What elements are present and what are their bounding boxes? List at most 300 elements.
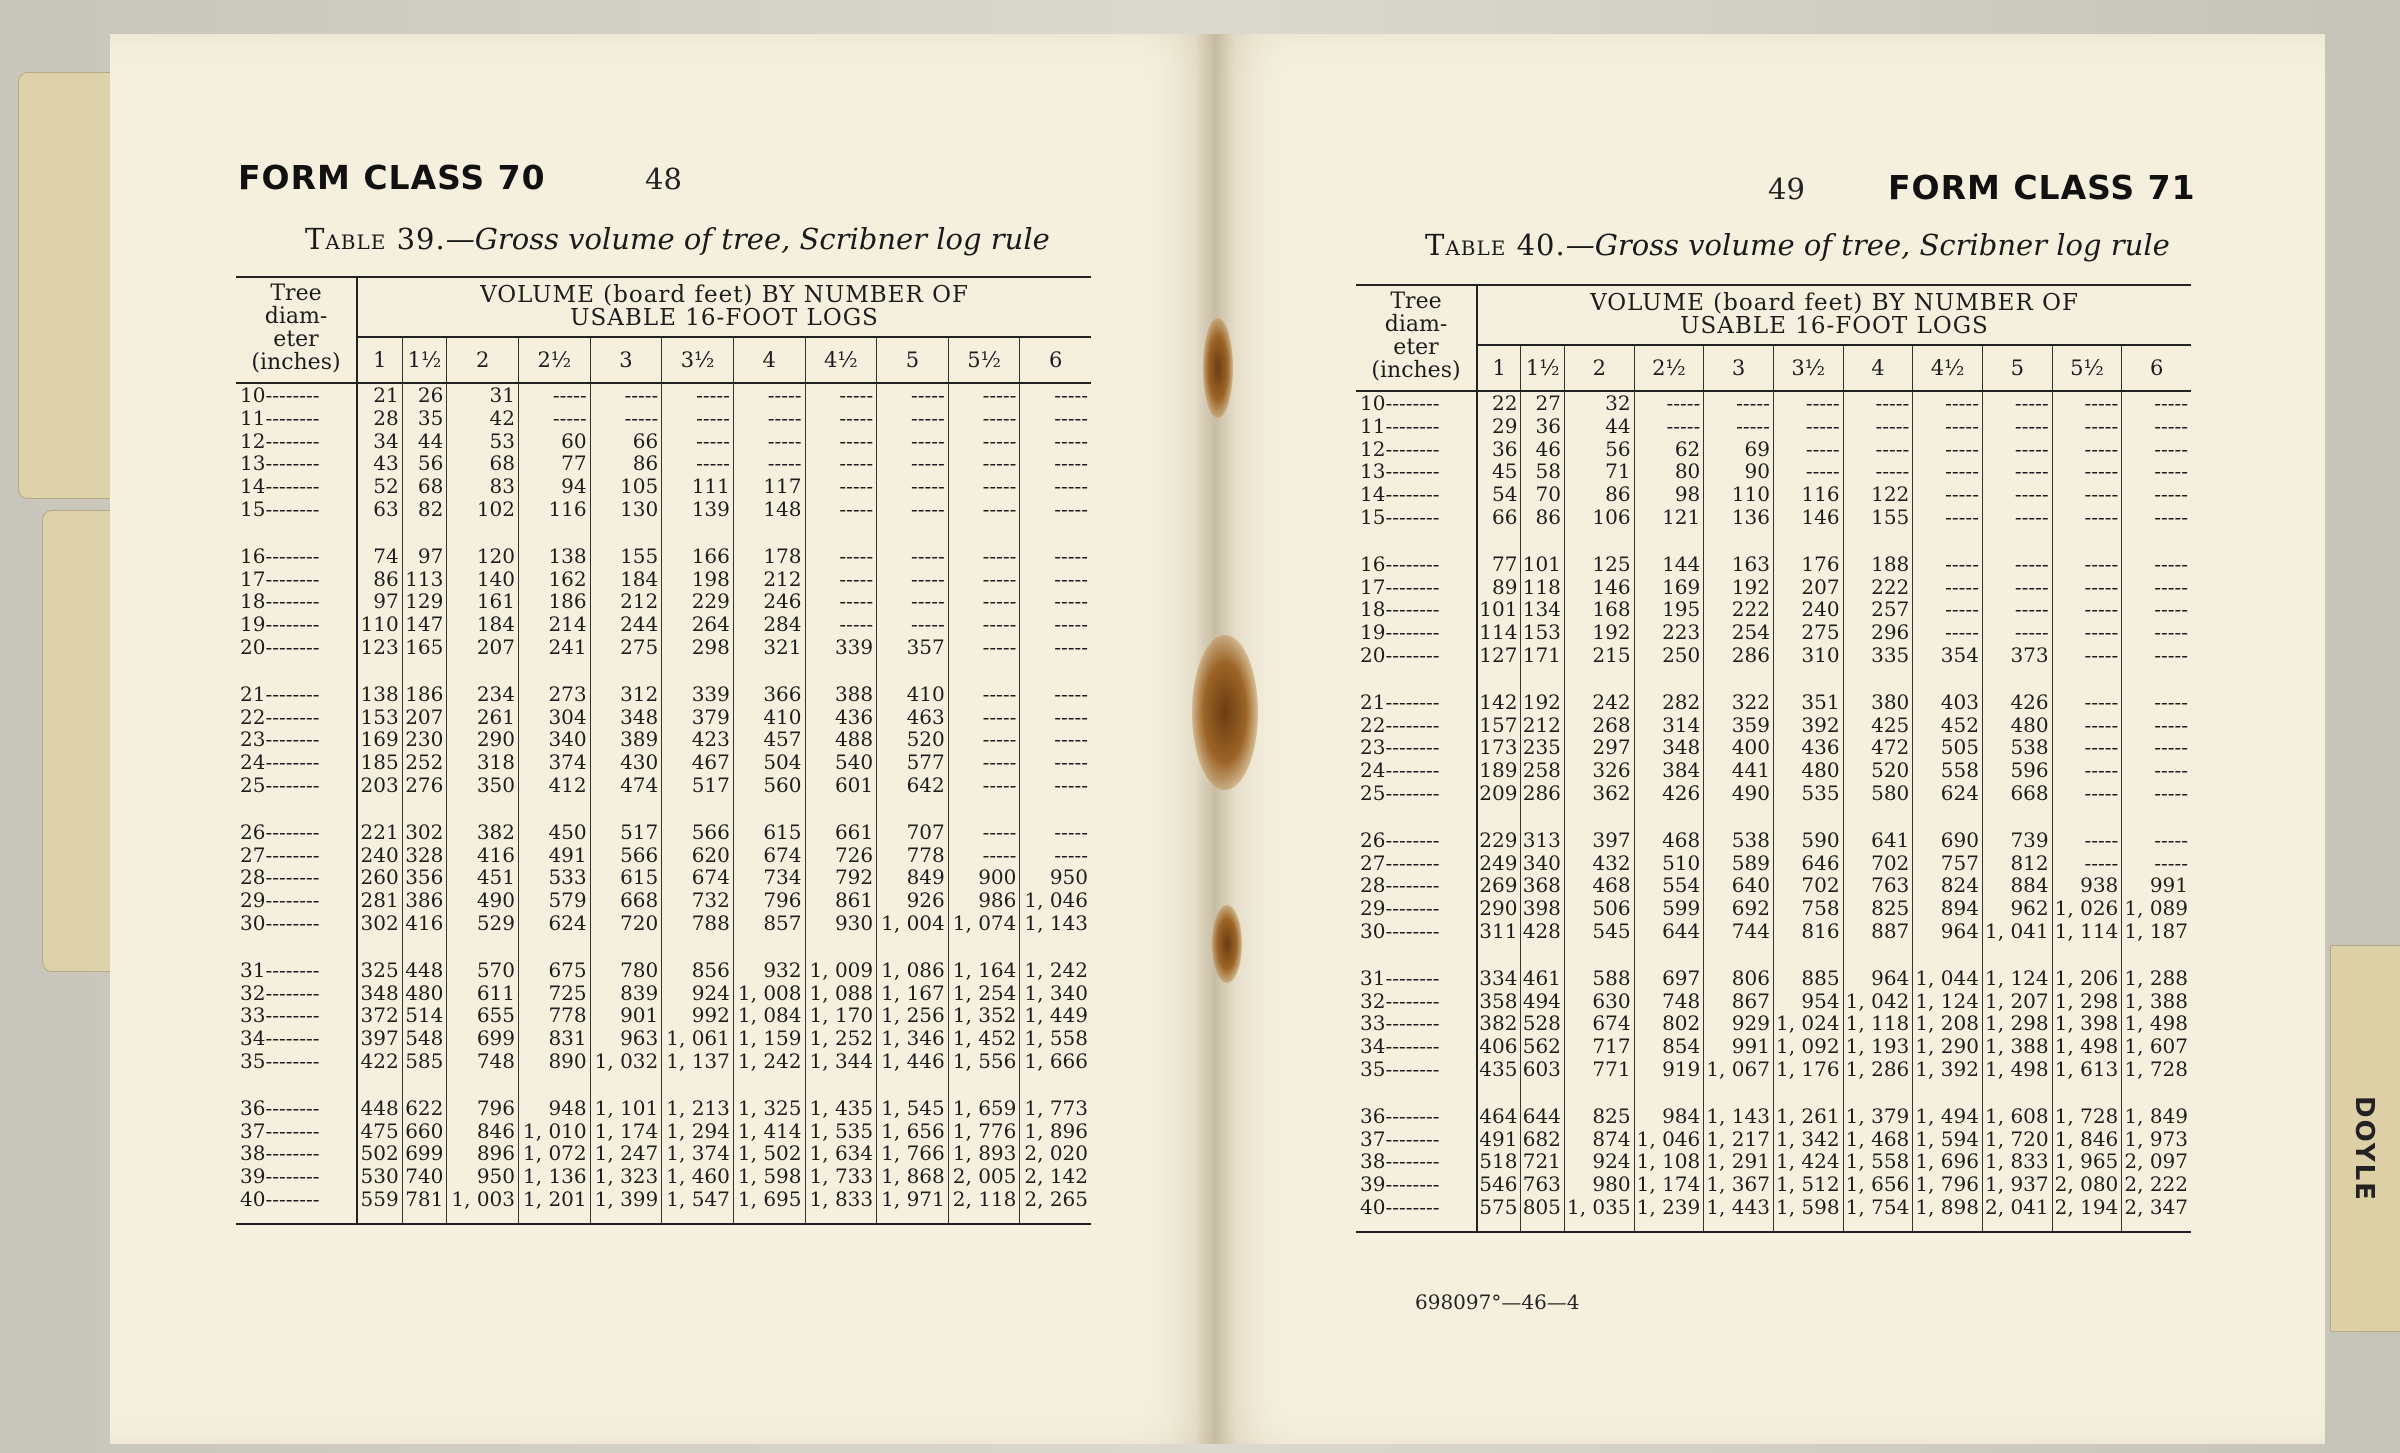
diameter-cell: 16-------- — [1356, 553, 1477, 576]
volume-cell: 1, 659 — [948, 1097, 1020, 1120]
diameter-cell: 28-------- — [236, 866, 357, 889]
volume-cell: 403 — [1913, 691, 1983, 714]
diameter-cell: 22-------- — [1356, 714, 1477, 737]
volume-cell: ----- — [2052, 782, 2122, 805]
volume-cell: 1, 594 — [1913, 1128, 1983, 1151]
volume-cell: 1, 898 — [1913, 1196, 1983, 1219]
volume-cell: 118 — [1521, 576, 1564, 599]
volume-cell: ----- — [2052, 598, 2122, 621]
volume-cell: 268 — [1564, 714, 1634, 737]
volume-cell: 125 — [1564, 553, 1634, 576]
volume-cell: 312 — [590, 683, 662, 706]
volume-cell: 144 — [1634, 553, 1704, 576]
volume-cell: 1, 086 — [877, 959, 949, 982]
volume-header-line: USABLE 16-FOOT LOGS — [570, 305, 879, 331]
volume-cell: 491 — [1479, 1126, 1518, 1151]
volume-cell: 856 — [662, 959, 734, 982]
table-row — [1356, 852, 2191, 875]
spacer-cell — [662, 1073, 734, 1097]
volume-cell: ----- — [948, 683, 1020, 706]
bottom-rule-cell — [236, 1211, 357, 1224]
spacer-cell — [1020, 659, 1091, 683]
volume-cell: 222 — [1843, 576, 1913, 599]
spacer-cell — [1564, 667, 1634, 691]
volume-cell: 356 — [402, 866, 447, 889]
volume-cell: ----- — [948, 452, 1020, 475]
volume-cell: 642 — [877, 774, 949, 797]
volume-cell: ----- — [948, 636, 1020, 659]
volume-cell: 615 — [590, 866, 662, 889]
volume-cell: 1, 398 — [2052, 1012, 2122, 1035]
spacer-cell — [2122, 667, 2191, 691]
bottom-rule-cell — [1982, 1219, 2052, 1232]
column-header: 2½ — [519, 337, 591, 383]
volume-cell: 517 — [590, 821, 662, 844]
volume-cell: 186 — [402, 683, 447, 706]
volume-cell: ----- — [2052, 691, 2122, 714]
group-spacer — [236, 935, 1091, 959]
volume-cell: 423 — [662, 728, 734, 751]
diameter-cell: 12-------- — [236, 430, 357, 453]
column-header: 5½ — [948, 337, 1020, 383]
table-row — [236, 1097, 1091, 1120]
volume-cell: 90 — [1704, 460, 1774, 483]
volume-cell: 748 — [1634, 990, 1704, 1013]
volume-cell: 1, 325 — [733, 1097, 805, 1120]
bottom-rule-cell — [2122, 1219, 2191, 1232]
volume-cell: 1, 067 — [1704, 1058, 1774, 1081]
diameter-cell: 31-------- — [236, 959, 357, 982]
volume-cell: 1, 298 — [1982, 1012, 2052, 1035]
bottom-rule-cell — [1477, 1219, 1521, 1232]
volume-cell: 1, 207 — [1982, 990, 2052, 1013]
group-spacer — [1356, 1081, 2191, 1105]
spacer-cell — [1477, 529, 1521, 553]
volume-cell: ----- — [2052, 460, 2122, 483]
volume-cell: 229 — [1479, 827, 1518, 852]
volume-cell: 184 — [447, 613, 519, 636]
volume-cell: ----- — [948, 545, 1020, 568]
table-row — [236, 590, 1091, 613]
volume-cell: 21 — [373, 383, 399, 407]
index-tab-upper[interactable] — [18, 72, 112, 499]
volume-cell: 1, 728 — [2122, 1058, 2191, 1081]
volume-cell: ----- — [2122, 691, 2191, 714]
volume-cell: 1, 937 — [1982, 1173, 2052, 1196]
diameter-cell: 23-------- — [1356, 736, 1477, 759]
volume-cell: 740 — [402, 1165, 447, 1188]
spacer-cell — [1704, 667, 1774, 691]
table-row — [1356, 691, 2191, 714]
volume-cell: 77 — [1492, 551, 1518, 576]
volume-cell: 615 — [733, 821, 805, 844]
bottom-rule-cell — [1773, 1219, 1843, 1232]
volume-cell: 1, 136 — [519, 1165, 591, 1188]
spacer-cell — [1634, 943, 1704, 967]
volume-cell: ----- — [1982, 391, 2052, 415]
volume-cell: 885 — [1773, 967, 1843, 990]
volume-cell: ----- — [877, 568, 949, 591]
diameter-cell: 13-------- — [1356, 460, 1477, 483]
left-table-title: —Gross volume of tree, Scribner log rule — [445, 222, 1050, 256]
diameter-cell: 39-------- — [236, 1165, 357, 1188]
volume-cell: ----- — [1020, 636, 1091, 659]
volume-cell: 134 — [1521, 598, 1564, 621]
bottom-rule-cell — [1020, 1211, 1091, 1224]
volume-header-line: VOLUME (board feet) BY NUMBER OF — [480, 282, 969, 308]
volume-cell: 392 — [1773, 714, 1843, 737]
volume-cell: 66 — [590, 430, 662, 453]
volume-cell: ----- — [2052, 621, 2122, 644]
volume-cell: 56 — [402, 452, 447, 475]
volume-cell: 186 — [519, 590, 591, 613]
diameter-cell: 31-------- — [1356, 967, 1477, 990]
volume-cell: 209 — [1479, 780, 1518, 805]
volume-cell: ----- — [948, 498, 1020, 521]
volume-cell: 699 — [402, 1142, 447, 1165]
volume-cell: 986 — [948, 889, 1020, 912]
volume-cell: 328 — [402, 844, 447, 867]
volume-cell: 246 — [733, 590, 805, 613]
volume-cell: 214 — [519, 613, 591, 636]
spacer-cell — [1521, 1081, 1564, 1105]
volume-header-line: VOLUME (board feet) BY NUMBER OF — [1590, 290, 2079, 316]
table-row — [1356, 1035, 2191, 1058]
table-row — [236, 498, 1091, 521]
volume-cell: 354 — [1913, 644, 1983, 667]
volume-cell: 924 — [1564, 1150, 1634, 1173]
tree-diameter-header — [236, 277, 357, 383]
spacer-cell — [357, 521, 402, 545]
stain-top — [1203, 318, 1233, 418]
spacer-cell — [2122, 1081, 2191, 1105]
spacer-cell — [1773, 1081, 1843, 1105]
volume-cell: 1, 392 — [1913, 1058, 1983, 1081]
volume-cell: 640 — [1704, 874, 1774, 897]
volume-cell: 163 — [1704, 553, 1774, 576]
volume-cell: ----- — [948, 844, 1020, 867]
volume-cell: 1, 796 — [1913, 1173, 1983, 1196]
volume-cell: 1, 535 — [805, 1120, 877, 1143]
spacer-cell — [1521, 529, 1564, 553]
table-row — [236, 774, 1091, 797]
volume-cell: 212 — [733, 568, 805, 591]
spacer-cell — [1982, 943, 2052, 967]
volume-cell: 121 — [1634, 506, 1704, 529]
spacer-cell — [1521, 805, 1564, 829]
table-row — [1356, 874, 2191, 897]
volume-cell: ----- — [2122, 598, 2191, 621]
volume-cell: 155 — [590, 545, 662, 568]
volume-cell: ----- — [2052, 644, 2122, 667]
diameter-cell: 22-------- — [236, 706, 357, 729]
volume-cell: 428 — [1521, 920, 1564, 943]
spacer-cell — [1564, 1081, 1634, 1105]
volume-cell: ----- — [877, 383, 949, 407]
volume-cell: 1, 042 — [1843, 990, 1913, 1013]
volume-cell: ----- — [1913, 483, 1983, 506]
table-row — [236, 430, 1091, 453]
column-header: 1 — [357, 337, 402, 383]
table-row — [236, 1120, 1091, 1143]
spacer-cell — [1477, 667, 1521, 691]
volume-cell: 725 — [519, 982, 591, 1005]
volume-cell: ----- — [1913, 621, 1983, 644]
diameter-cell: 15-------- — [1356, 506, 1477, 529]
volume-cell: 130 — [590, 498, 662, 521]
volume-cell: ----- — [948, 613, 1020, 636]
volume-cell: 185 — [360, 750, 399, 775]
volume-cell: 1, 088 — [805, 982, 877, 1005]
volume-cell: 1, 556 — [948, 1050, 1020, 1073]
volume-cell: 1, 092 — [1773, 1035, 1843, 1058]
group-spacer — [236, 521, 1091, 545]
volume-cell: 223 — [1634, 621, 1704, 644]
volume-cell: 68 — [402, 475, 447, 498]
volume-cell: 624 — [1913, 782, 1983, 805]
volume-cell: 468 — [1564, 874, 1634, 897]
volume-cell: 1, 558 — [1843, 1150, 1913, 1173]
volume-cell: 802 — [1634, 1012, 1704, 1035]
volume-cell: 348 — [1634, 736, 1704, 759]
tree-diameter-header — [1356, 285, 1477, 391]
diameter-cell: 18-------- — [1356, 598, 1477, 621]
volume-cell: 566 — [590, 844, 662, 867]
volume-cell: ----- — [1020, 498, 1091, 521]
diameter-cell: 38-------- — [236, 1142, 357, 1165]
diameter-cell: 32-------- — [236, 982, 357, 1005]
volume-cell: 382 — [1479, 1011, 1518, 1036]
volume-cell: 173 — [1479, 735, 1518, 760]
spacer-cell — [402, 797, 447, 821]
volume-cell: 198 — [662, 568, 734, 591]
spacer-cell — [519, 659, 591, 683]
volume-cell: 165 — [402, 636, 447, 659]
bottom-rule-cell — [447, 1211, 519, 1224]
volume-cell: ----- — [1982, 483, 2052, 506]
volume-cell: 412 — [519, 774, 591, 797]
volume-cell: ----- — [733, 407, 805, 430]
spacer-cell — [1477, 943, 1521, 967]
table-row — [236, 613, 1091, 636]
spacer-cell — [1634, 667, 1704, 691]
volume-cell: 726 — [805, 844, 877, 867]
tree-header-line: Tree — [270, 281, 322, 306]
volume-cell: 83 — [447, 475, 519, 498]
volume-cell: 546 — [1479, 1172, 1518, 1197]
volume-cell: 46 — [1521, 438, 1564, 461]
volume-cell: ----- — [733, 383, 805, 407]
volume-cell: ----- — [805, 545, 877, 568]
spacer-cell — [1773, 943, 1843, 967]
table-row — [236, 407, 1091, 430]
volume-cell: 1, 468 — [1843, 1128, 1913, 1151]
column-header: 4 — [1843, 345, 1913, 391]
volume-cell: 188 — [1843, 553, 1913, 576]
spacer-cell — [2122, 943, 2191, 967]
table-row — [236, 683, 1091, 706]
volume-cell: 1, 502 — [733, 1142, 805, 1165]
volume-cell: 117 — [733, 475, 805, 498]
volume-cell: 538 — [1982, 736, 2052, 759]
left-page-number: 48 — [645, 162, 682, 196]
volume-cell: 304 — [519, 706, 591, 729]
group-spacer — [1356, 667, 2191, 691]
volume-cell: 1, 656 — [877, 1120, 949, 1143]
volume-cell: 474 — [590, 774, 662, 797]
volume-cell: 2, 020 — [1020, 1142, 1091, 1165]
volume-cell: 1, 254 — [948, 982, 1020, 1005]
volume-cell: 788 — [662, 912, 734, 935]
volume-cell: ----- — [662, 430, 734, 453]
volume-cell: ----- — [2122, 553, 2191, 576]
volume-cell: 359 — [1704, 714, 1774, 737]
bottom-rule-cell — [1521, 1219, 1564, 1232]
volume-cell: 322 — [1704, 691, 1774, 714]
volume-cell: 816 — [1773, 920, 1843, 943]
volume-cell: 425 — [1843, 714, 1913, 737]
volume-cell: 138 — [360, 681, 399, 706]
volume-cell: 432 — [1564, 852, 1634, 875]
volume-cell: ----- — [2122, 621, 2191, 644]
volume-cell: 176 — [1773, 553, 1843, 576]
volume-cell: 31 — [447, 383, 519, 407]
diameter-cell: 40-------- — [1356, 1196, 1477, 1219]
volume-cell: 146 — [1564, 576, 1634, 599]
diameter-cell: 20-------- — [236, 636, 357, 659]
spacer-cell — [1843, 667, 1913, 691]
volume-cell: 178 — [733, 545, 805, 568]
diameter-cell: 29-------- — [1356, 897, 1477, 920]
volume-cell: 1, 346 — [877, 1027, 949, 1050]
volume-cell: ----- — [1020, 706, 1091, 729]
volume-cell: 577 — [877, 751, 949, 774]
index-tab-doyle[interactable] — [2330, 945, 2400, 1332]
table-row — [1356, 576, 2191, 599]
table-row — [1356, 736, 2191, 759]
table-row — [1356, 782, 2191, 805]
volume-cell: 426 — [1982, 691, 2052, 714]
volume-cell: 488 — [805, 728, 877, 751]
volume-cell: ----- — [2052, 506, 2122, 529]
volume-cell: 240 — [1773, 598, 1843, 621]
spacer-cell — [357, 797, 402, 821]
diameter-cell: 26-------- — [236, 821, 357, 844]
table-row — [1356, 920, 2191, 943]
bottom-rule-cell — [877, 1211, 949, 1224]
volume-cell: ----- — [2122, 852, 2191, 875]
volume-cell: 562 — [1521, 1035, 1564, 1058]
volume-cell: 517 — [662, 774, 734, 797]
volume-cell: 273 — [519, 683, 591, 706]
column-header: 3½ — [1773, 345, 1843, 391]
volume-cell: 2, 222 — [2122, 1173, 2191, 1196]
volume-cell: 948 — [519, 1097, 591, 1120]
volume-cell: 397 — [360, 1026, 399, 1051]
spacer-cell — [1020, 935, 1091, 959]
volume-cell: 290 — [447, 728, 519, 751]
table-row — [236, 568, 1091, 591]
diameter-cell: 25-------- — [1356, 782, 1477, 805]
column-header: 3 — [1704, 345, 1774, 391]
volume-cell: ----- — [877, 545, 949, 568]
spacer-cell — [662, 797, 734, 821]
diameter-cell: 33-------- — [1356, 1012, 1477, 1035]
spacer-cell — [2052, 943, 2122, 967]
spacer-cell — [1564, 805, 1634, 829]
volume-cell: 644 — [1521, 1105, 1564, 1128]
volume-cell: 861 — [805, 889, 877, 912]
spacer-cell — [1773, 667, 1843, 691]
volume-cell: 275 — [590, 636, 662, 659]
volume-cell: 2, 041 — [1982, 1196, 2052, 1219]
volume-cell: 384 — [1634, 759, 1704, 782]
volume-cell: 1, 193 — [1843, 1035, 1913, 1058]
volume-cell: 1, 208 — [1913, 1012, 1983, 1035]
spacer-cell — [2122, 805, 2191, 829]
volume-cell: 215 — [1564, 644, 1634, 667]
volume-cell: 839 — [590, 982, 662, 1005]
bottom-rule-cell — [948, 1211, 1020, 1224]
spacer-cell — [733, 521, 805, 545]
volume-cell: 463 — [877, 706, 949, 729]
spacer-cell — [948, 659, 1020, 683]
volume-cell: 400 — [1704, 736, 1774, 759]
volume-cell: 579 — [519, 889, 591, 912]
volume-cell: ----- — [1843, 391, 1913, 415]
volume-cell: 570 — [447, 959, 519, 982]
diameter-cell: 36-------- — [236, 1097, 357, 1120]
spacer-cell — [1773, 805, 1843, 829]
volume-cell: ----- — [2122, 483, 2191, 506]
volume-cell: 467 — [662, 751, 734, 774]
volume-cell: 68 — [447, 452, 519, 475]
volume-cell: 148 — [733, 498, 805, 521]
diameter-cell: 17-------- — [236, 568, 357, 591]
volume-cell: 1, 498 — [1982, 1058, 2052, 1081]
volume-cell: ----- — [1020, 545, 1091, 568]
volume-cell: 1, 252 — [805, 1027, 877, 1050]
tree-header-line: Tree — [1390, 289, 1442, 314]
volume-cell: 1, 074 — [948, 912, 1020, 935]
spacer-cell — [590, 521, 662, 545]
volume-cell: 448 — [402, 959, 447, 982]
left-volume-table — [236, 276, 1091, 1225]
column-header: 1½ — [1521, 345, 1564, 391]
volume-cell: 717 — [1564, 1035, 1634, 1058]
table-row — [1356, 714, 2191, 737]
volume-cell: 58 — [1521, 460, 1564, 483]
volume-cell: ----- — [2052, 829, 2122, 852]
volume-cell: ----- — [948, 383, 1020, 407]
volume-cell: 1, 044 — [1913, 967, 1983, 990]
volume-cell: 45 — [1492, 459, 1518, 484]
volume-cell: ----- — [1982, 506, 2052, 529]
volume-cell: 1, 124 — [1913, 990, 1983, 1013]
column-header: 4½ — [805, 337, 877, 383]
volume-cell: ----- — [2122, 460, 2191, 483]
volume-cell: 806 — [1704, 967, 1774, 990]
volume-cell: 155 — [1843, 506, 1913, 529]
volume-cell: 82 — [402, 498, 447, 521]
volume-cell: 702 — [1773, 874, 1843, 897]
volume-cell: 1, 164 — [948, 959, 1020, 982]
volume-cell: ----- — [1913, 438, 1983, 461]
volume-cell: 1, 176 — [1773, 1058, 1843, 1081]
volume-cell: 757 — [1913, 852, 1983, 875]
volume-cell: 195 — [1634, 598, 1704, 621]
diameter-cell: 14-------- — [236, 475, 357, 498]
